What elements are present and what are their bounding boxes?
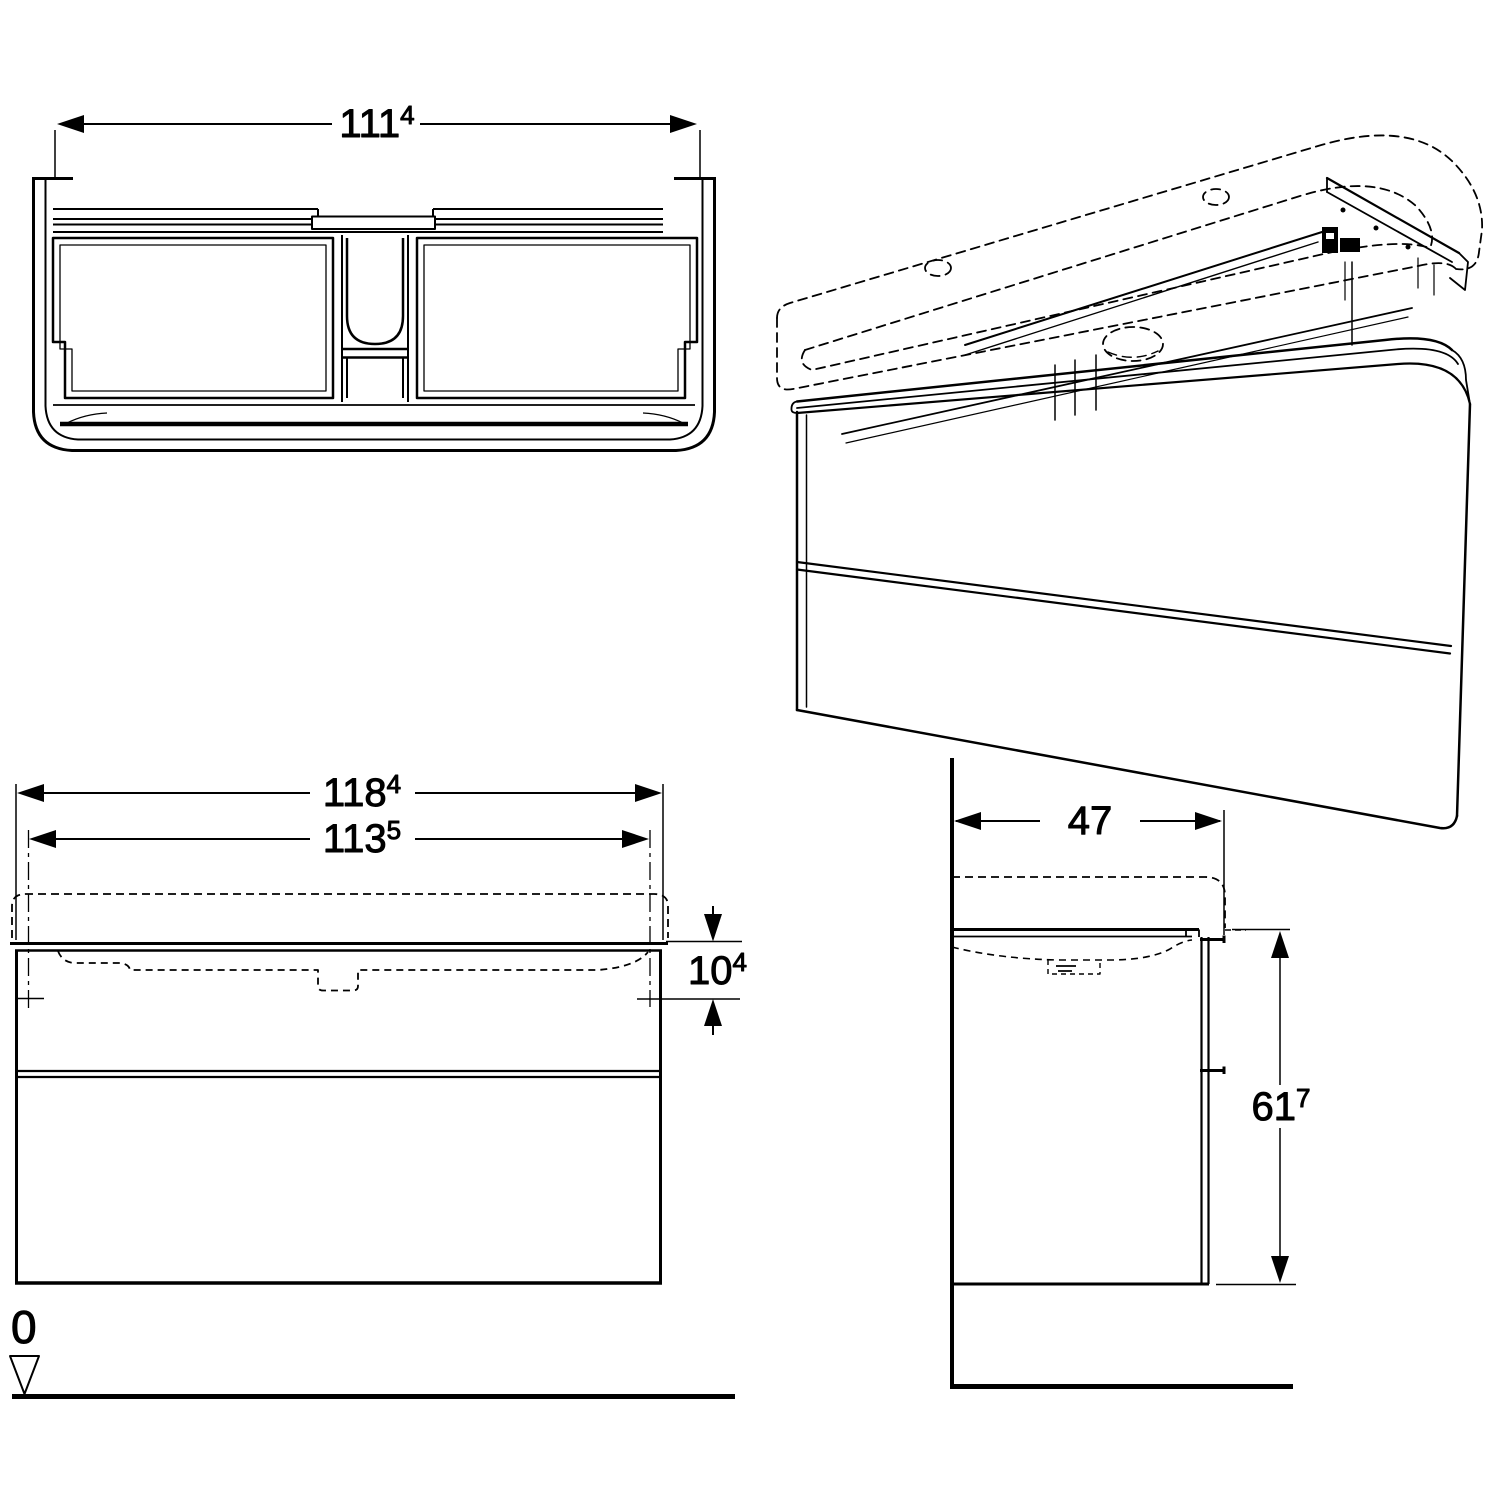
center-bracket-plate bbox=[312, 217, 435, 230]
datum-zero-label: 0 bbox=[11, 1301, 37, 1353]
basin-bowl-dashed bbox=[952, 940, 1192, 960]
dimension-label-total-width: $118^4$ bbox=[322, 769, 402, 815]
basin-height-dimension bbox=[666, 906, 747, 1035]
drawer-handle bbox=[1200, 1067, 1225, 1075]
drain-trap-dashed bbox=[1048, 960, 1100, 974]
arrow-up-icon bbox=[704, 999, 722, 1026]
arrow-left-icon bbox=[57, 115, 84, 133]
arrow-left-icon bbox=[17, 784, 44, 802]
height-dimension bbox=[1216, 930, 1310, 1285]
interior-partitions bbox=[1055, 355, 1096, 420]
washbasin-dashed-outline bbox=[952, 877, 1225, 928]
drain-hole-icon bbox=[1103, 327, 1163, 361]
siphon-cutout bbox=[347, 238, 403, 344]
arrow-right-icon bbox=[622, 830, 649, 848]
drawer-front-edge bbox=[1202, 937, 1209, 1284]
floor-datum bbox=[10, 1301, 735, 1397]
front-cabinet-width-dimension bbox=[29, 815, 651, 1012]
washbasin-dashed-outline bbox=[12, 894, 668, 938]
dimension-label-height: $61^7$ bbox=[1251, 1083, 1311, 1129]
front-view bbox=[10, 769, 747, 1397]
isometric-view bbox=[777, 135, 1482, 828]
arrow-right-icon bbox=[1195, 812, 1222, 830]
plan-view bbox=[32, 100, 716, 451]
arrow-up-icon bbox=[1271, 931, 1289, 958]
right-drawer-box bbox=[417, 238, 697, 398]
depth-dimension bbox=[954, 799, 1224, 935]
arrow-left-icon bbox=[954, 812, 981, 830]
arrow-left-icon bbox=[29, 830, 56, 848]
dimension-label-depth: 47 bbox=[1067, 799, 1113, 843]
arrow-down-icon bbox=[1271, 1256, 1289, 1283]
side-view bbox=[950, 758, 1310, 1387]
basin-bowl-dashed bbox=[58, 951, 648, 991]
drawer-divider bbox=[16, 1071, 661, 1077]
datum-triangle-icon bbox=[10, 1356, 39, 1394]
arrow-down-icon bbox=[704, 914, 722, 942]
left-drawer-box bbox=[53, 238, 333, 398]
dimension-label-cabinet-width: $113^5$ bbox=[322, 815, 402, 861]
dimension-label-basin-height: $10^4$ bbox=[688, 947, 747, 993]
mounting-rail bbox=[1327, 178, 1468, 295]
dimension-label-plan-width: $111^4$ bbox=[339, 100, 415, 146]
drawer-divider bbox=[797, 562, 1451, 654]
faucet-hole-icon bbox=[1203, 189, 1229, 205]
arrow-right-icon bbox=[670, 115, 697, 133]
arrow-right-icon bbox=[635, 784, 662, 802]
drawer-handle bbox=[1200, 936, 1225, 944]
